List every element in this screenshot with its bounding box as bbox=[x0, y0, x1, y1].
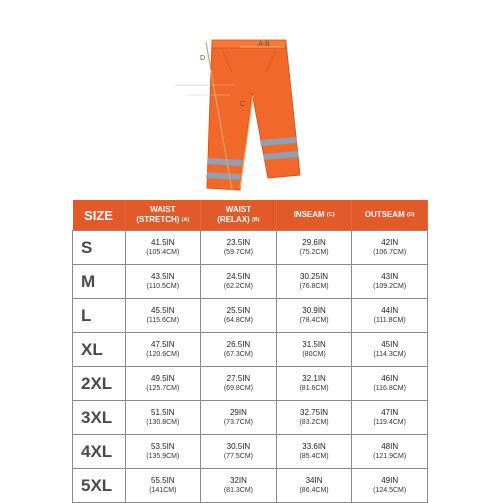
inch-value: 47IN bbox=[381, 407, 399, 417]
cm-value: (120.6CM) bbox=[146, 350, 180, 358]
measurement-cell bbox=[125, 333, 201, 367]
measurement-cell bbox=[352, 265, 428, 299]
cm-value: (67.3CM) bbox=[223, 350, 254, 358]
cm-value: (81.6CM) bbox=[299, 384, 329, 392]
cm-value: (76.8CM) bbox=[299, 282, 329, 290]
measurement-cell bbox=[276, 265, 352, 299]
inch-value: 33.6IN bbox=[302, 441, 326, 451]
inch-value: 32IN bbox=[229, 475, 247, 485]
outseam-label: D bbox=[200, 55, 206, 62]
measurement-cell bbox=[201, 231, 277, 265]
measurement-cell bbox=[352, 435, 428, 469]
table-row bbox=[73, 333, 428, 367]
cm-value: (85.4CM) bbox=[299, 452, 329, 460]
inch-value: 30.25IN bbox=[300, 271, 329, 281]
inch-value: 26.5IN bbox=[226, 339, 251, 349]
table-row bbox=[73, 367, 428, 401]
size-cell: M bbox=[73, 265, 126, 299]
measurement-cell bbox=[201, 401, 277, 435]
inch-value: 43IN bbox=[381, 271, 399, 281]
pants-diagram bbox=[0, 0, 500, 200]
measurement-cell bbox=[276, 401, 352, 435]
inch-value: 32.75IN bbox=[300, 407, 329, 417]
size-cell: S bbox=[73, 231, 126, 265]
size-cell: 3XL bbox=[73, 401, 126, 435]
measurement-cell bbox=[276, 231, 352, 265]
pants-illustration bbox=[0, 0, 500, 200]
measurement-cell bbox=[201, 265, 277, 299]
inch-value: 47.5IN bbox=[151, 339, 175, 349]
cm-value: (81.3CM) bbox=[223, 486, 254, 494]
cm-value: (135.9CM) bbox=[146, 452, 180, 460]
inch-value: 29.6IN bbox=[302, 237, 326, 247]
cm-value: (119.4CM) bbox=[373, 418, 406, 426]
size-cell: 5XL bbox=[73, 469, 126, 503]
cm-value: (80CM) bbox=[302, 350, 326, 358]
cm-value: (130.8CM) bbox=[146, 418, 180, 426]
inch-value: 45.5IN bbox=[151, 305, 175, 315]
cm-value: (109.2CM) bbox=[373, 282, 407, 290]
cm-value: (77.5CM) bbox=[223, 452, 254, 460]
inch-value: 34IN bbox=[305, 475, 323, 485]
header-size: SIZE bbox=[73, 200, 126, 231]
header-waist-relax: WAIST (RELAX) (B) bbox=[201, 200, 277, 231]
measurement-cell bbox=[352, 299, 428, 333]
measurement-cell bbox=[276, 367, 352, 401]
size-chart bbox=[72, 200, 428, 503]
header-outseam: OUTSEAM (D) bbox=[352, 200, 428, 231]
measurement-cell bbox=[125, 299, 201, 333]
inch-value: 48IN bbox=[381, 441, 399, 451]
cm-value: (105.4CM) bbox=[146, 248, 180, 256]
inch-value: 29IN bbox=[229, 407, 247, 417]
measurement-cell bbox=[352, 401, 428, 435]
measurement-cell bbox=[276, 469, 352, 503]
cm-value: (75.2CM) bbox=[299, 248, 329, 256]
cm-value: (141CM) bbox=[149, 486, 177, 494]
size-cell: 4XL bbox=[73, 435, 126, 469]
cm-value: (78.4CM) bbox=[299, 316, 329, 324]
cm-value: (64.8CM) bbox=[223, 316, 254, 324]
inch-value: 23.5IN bbox=[226, 237, 251, 247]
table-row bbox=[73, 469, 428, 503]
measurement-cell bbox=[201, 333, 277, 367]
inch-value: 45IN bbox=[381, 339, 399, 349]
cm-value: (110.5CM) bbox=[146, 282, 180, 290]
cm-value: (62.2CM) bbox=[223, 282, 254, 290]
inch-value: 30.9IN bbox=[302, 305, 326, 315]
measurement-cell bbox=[201, 469, 277, 503]
size-table bbox=[72, 200, 428, 503]
measurement-cell bbox=[201, 299, 277, 333]
inch-value: 25.5IN bbox=[226, 305, 251, 315]
measurement-cell bbox=[201, 435, 277, 469]
inch-value: 31.5IN bbox=[302, 339, 326, 349]
measurement-cell bbox=[352, 231, 428, 265]
measurement-cell bbox=[125, 469, 201, 503]
size-cell: L bbox=[73, 299, 126, 333]
header-inseam: INSEAM (C) bbox=[276, 200, 352, 231]
pants-shape bbox=[207, 43, 300, 190]
measurement-cell bbox=[352, 367, 428, 401]
cm-value: (69.8CM) bbox=[223, 384, 254, 392]
measurement-cell bbox=[276, 333, 352, 367]
header-row bbox=[73, 200, 428, 231]
inseam-label: C bbox=[240, 101, 246, 108]
table-row bbox=[73, 265, 428, 299]
inch-value: 30.5IN bbox=[226, 441, 251, 451]
inch-value: 44IN bbox=[381, 305, 399, 315]
cm-value: (115.6CM) bbox=[146, 316, 180, 324]
cm-value: (114.3CM) bbox=[373, 350, 406, 358]
cm-value: (116.8CM) bbox=[373, 384, 406, 392]
inch-value: 49IN bbox=[381, 475, 399, 485]
inch-value: 53.5IN bbox=[151, 441, 175, 451]
inch-value: 41.5IN bbox=[151, 237, 175, 247]
table-row bbox=[73, 299, 428, 333]
inch-value: 27.5IN bbox=[226, 373, 251, 383]
inch-value: 46IN bbox=[381, 373, 399, 383]
measurement-cell bbox=[276, 435, 352, 469]
cm-value: (86.4CM) bbox=[299, 486, 329, 494]
measurement-cell bbox=[125, 265, 201, 299]
inch-value: 55.5IN bbox=[151, 475, 175, 485]
measurement-cell bbox=[352, 469, 428, 503]
inch-value: 24.5IN bbox=[226, 271, 251, 281]
measurement-cell bbox=[125, 231, 201, 265]
measurement-cell bbox=[125, 367, 201, 401]
cm-value: (73.7CM) bbox=[223, 418, 254, 426]
measurement-cell bbox=[125, 401, 201, 435]
cm-value: (59.7CM) bbox=[223, 248, 254, 256]
cm-value: (125.7CM) bbox=[146, 384, 180, 392]
measurement-cell bbox=[125, 435, 201, 469]
measurement-cell bbox=[276, 299, 352, 333]
size-cell: 2XL bbox=[73, 367, 126, 401]
inch-value: 49.5IN bbox=[151, 373, 175, 383]
size-cell: XL bbox=[73, 333, 126, 367]
cm-value: (124.5CM) bbox=[373, 486, 407, 494]
measurement-cell bbox=[201, 367, 277, 401]
cm-value: (111.8CM) bbox=[373, 316, 406, 324]
table-row bbox=[73, 401, 428, 435]
inch-value: 43.5IN bbox=[151, 271, 175, 281]
measurement-cell bbox=[352, 333, 428, 367]
cm-value: (121.9CM) bbox=[373, 452, 407, 460]
inch-value: 32.1IN bbox=[302, 373, 326, 383]
cm-value: (83.2CM) bbox=[299, 418, 329, 426]
cm-value: (106.7CM) bbox=[373, 248, 407, 256]
header-waist-stretch: WAIST (STRETCH) (A) bbox=[125, 200, 201, 231]
table-row bbox=[73, 231, 428, 265]
waist-label: A-B bbox=[258, 41, 270, 48]
inch-value: 42IN bbox=[381, 237, 399, 247]
table-row bbox=[73, 435, 428, 469]
inch-value: 51.5IN bbox=[151, 407, 175, 417]
